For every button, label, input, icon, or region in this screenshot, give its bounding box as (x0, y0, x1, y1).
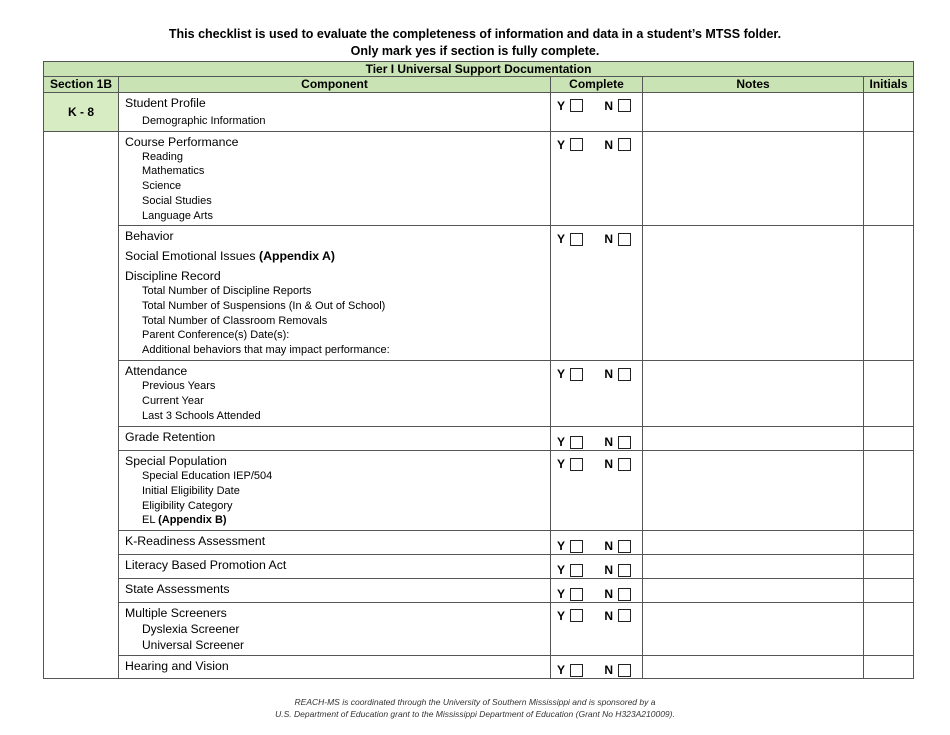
component-item: Special Education IEP/504 (142, 470, 273, 483)
notes-cell[interactable] (643, 427, 864, 451)
component-subtitle: Social Emotional Issues (Appendix A) (125, 249, 336, 264)
no-checkbox[interactable] (618, 609, 631, 622)
yes-label: Y (557, 539, 566, 554)
component-item: Dyslexia Screener (142, 622, 240, 637)
no-label: N (604, 137, 614, 152)
no-label: N (604, 608, 614, 623)
initials-cell[interactable] (864, 93, 914, 132)
yes-label: Y (557, 232, 566, 247)
component-item: Universal Screener (142, 638, 245, 653)
component-item: Total Number of Discipline Reports (142, 285, 312, 298)
notes-cell[interactable] (643, 531, 864, 555)
no-checkbox[interactable] (618, 564, 631, 577)
component-title: Course Performance (125, 134, 239, 149)
header-line-1: This checklist is used to evaluate the completeness of information and data in a student’s MTSS folder. (168, 27, 782, 41)
component-cell (119, 427, 551, 451)
component-title: Hearing and Vision (125, 659, 229, 674)
no-label: N (604, 367, 614, 382)
initials-cell[interactable] (864, 603, 914, 656)
no-checkbox[interactable] (618, 233, 631, 246)
table-row (44, 226, 914, 361)
component-title: Grade Retention (125, 430, 216, 445)
yes-checkbox[interactable] (570, 138, 583, 151)
notes-cell[interactable] (643, 361, 864, 427)
yes-checkbox[interactable] (570, 458, 583, 471)
component-item: Parent Conference(s) Date(s): (142, 329, 290, 342)
complete-cell (551, 131, 643, 226)
complete-cell (551, 603, 643, 656)
column-header-row (44, 77, 914, 93)
no-checkbox[interactable] (618, 368, 631, 381)
no-checkbox[interactable] (618, 436, 631, 449)
table-row (44, 451, 914, 531)
component-item: EL (Appendix B) (142, 514, 227, 527)
table-title: Tier I Universal Support Documentation (44, 62, 914, 77)
table-row (44, 656, 914, 679)
table-row (44, 579, 914, 603)
component-cell (119, 226, 551, 361)
component-cell (119, 451, 551, 531)
complete-cell (551, 555, 643, 579)
no-label: N (604, 457, 614, 472)
yes-checkbox[interactable] (570, 540, 583, 553)
section-blank-cell (44, 131, 119, 678)
component-item: Total Number of Classroom Removals (142, 314, 328, 327)
no-label: N (604, 663, 614, 678)
complete-cell (551, 93, 643, 132)
complete-cell (551, 656, 643, 679)
initials-cell[interactable] (864, 579, 914, 603)
component-cell (119, 531, 551, 555)
no-checkbox[interactable] (618, 99, 631, 112)
table-row (44, 531, 914, 555)
component-cell (119, 603, 551, 656)
no-label: N (604, 98, 614, 113)
complete-cell (551, 531, 643, 555)
initials-cell[interactable] (864, 427, 914, 451)
yes-checkbox[interactable] (570, 368, 583, 381)
initials-cell[interactable] (864, 131, 914, 226)
notes-cell[interactable] (643, 579, 864, 603)
yes-label: Y (557, 587, 566, 602)
component-title: Attendance (125, 364, 188, 379)
no-label: N (604, 563, 614, 578)
no-label: N (604, 587, 614, 602)
table-row (44, 603, 914, 656)
no-label: N (604, 435, 614, 450)
component-cell (119, 361, 551, 427)
complete-cell (551, 226, 643, 361)
no-checkbox[interactable] (618, 588, 631, 601)
no-checkbox[interactable] (618, 458, 631, 471)
component-cell (119, 579, 551, 603)
component-item: Last 3 Schools Attended (142, 409, 261, 422)
component-cell (119, 93, 551, 132)
yes-label: Y (557, 367, 566, 382)
yes-checkbox[interactable] (570, 664, 583, 677)
yes-checkbox[interactable] (570, 436, 583, 449)
component-item: Reading (142, 150, 183, 163)
yes-label: Y (557, 608, 566, 623)
checklist-table (43, 61, 914, 679)
no-checkbox[interactable] (618, 138, 631, 151)
component-title: Literacy Based Promotion Act (125, 558, 287, 573)
notes-cell[interactable] (643, 226, 864, 361)
notes-cell[interactable] (643, 131, 864, 226)
component-title: Behavior (125, 229, 174, 244)
yes-label: Y (557, 563, 566, 578)
component-item: Language Arts (142, 209, 213, 222)
component-subtitle: Discipline Record (125, 269, 221, 284)
yes-label: Y (557, 98, 566, 113)
complete-cell (551, 361, 643, 427)
table-row (44, 361, 914, 427)
yes-label: Y (557, 457, 566, 472)
notes-cell[interactable] (643, 93, 864, 132)
table-row (44, 131, 914, 226)
no-checkbox[interactable] (618, 540, 631, 553)
yes-checkbox[interactable] (570, 564, 583, 577)
yes-label: Y (557, 137, 566, 152)
initials-cell[interactable] (864, 451, 914, 531)
component-item: Demographic Information (142, 115, 266, 127)
complete-cell (551, 579, 643, 603)
component-title: Student Profile (125, 96, 206, 110)
component-cell (119, 131, 551, 226)
notes-cell[interactable] (643, 603, 864, 656)
column-header-notes: Notes (643, 77, 864, 93)
page-footer (0, 696, 950, 720)
column-header-section: Section 1B (44, 77, 119, 93)
initials-cell[interactable] (864, 226, 914, 361)
component-item: Previous Years (142, 380, 216, 393)
yes-checkbox[interactable] (570, 609, 583, 622)
initials-cell[interactable] (864, 361, 914, 427)
no-label: N (604, 232, 614, 247)
footer-line-2: U.S. Department of Education grant to the Mississippi Department of Education (Grant No H323A210009). (275, 709, 675, 719)
component-item: Additional behaviors that may impact performance: (142, 344, 390, 357)
column-header-complete: Complete (551, 77, 643, 93)
yes-checkbox[interactable] (570, 233, 583, 246)
notes-cell[interactable] (643, 555, 864, 579)
component-title: Multiple Screeners (125, 606, 227, 621)
yes-checkbox[interactable] (570, 99, 583, 112)
component-item: Social Studies (142, 194, 212, 207)
no-label: N (604, 539, 614, 554)
component-title: Special Population (125, 454, 227, 469)
component-title: K-Readiness Assessment (125, 534, 266, 549)
component-item: Mathematics (142, 165, 205, 178)
component-cell (119, 555, 551, 579)
component-item: Eligibility Category (142, 499, 233, 512)
component-item: Current Year (142, 394, 204, 407)
component-title: State Assessments (125, 582, 230, 597)
column-header-component: Component (119, 77, 551, 93)
notes-cell[interactable] (643, 451, 864, 531)
table-row (44, 93, 914, 132)
yes-label: Y (557, 663, 566, 678)
notes-cell[interactable] (643, 656, 864, 679)
yes-checkbox[interactable] (570, 588, 583, 601)
table-row (44, 555, 914, 579)
component-item: Total Number of Suspensions (In & Out of School) (142, 299, 386, 312)
initials-cell[interactable] (864, 555, 914, 579)
column-header-initials: Initials (864, 77, 914, 93)
initials-cell[interactable] (864, 656, 914, 679)
yes-label: Y (557, 435, 566, 450)
component-item: Initial Eligibility Date (142, 484, 240, 497)
no-checkbox[interactable] (618, 664, 631, 677)
grade-band: K - 8 (44, 93, 119, 132)
footer-line-1: REACH-MS is coordinated through the University of Southern Mississippi and is sponsored by a (294, 697, 656, 707)
initials-cell[interactable] (864, 531, 914, 555)
complete-cell (551, 427, 643, 451)
complete-cell (551, 451, 643, 531)
table-row (44, 427, 914, 451)
table-title-row (44, 62, 914, 77)
header-line-2: Only mark yes if section is fully complete. (350, 44, 600, 58)
page-header (0, 26, 950, 60)
component-cell (119, 656, 551, 679)
component-item: Science (142, 180, 182, 193)
